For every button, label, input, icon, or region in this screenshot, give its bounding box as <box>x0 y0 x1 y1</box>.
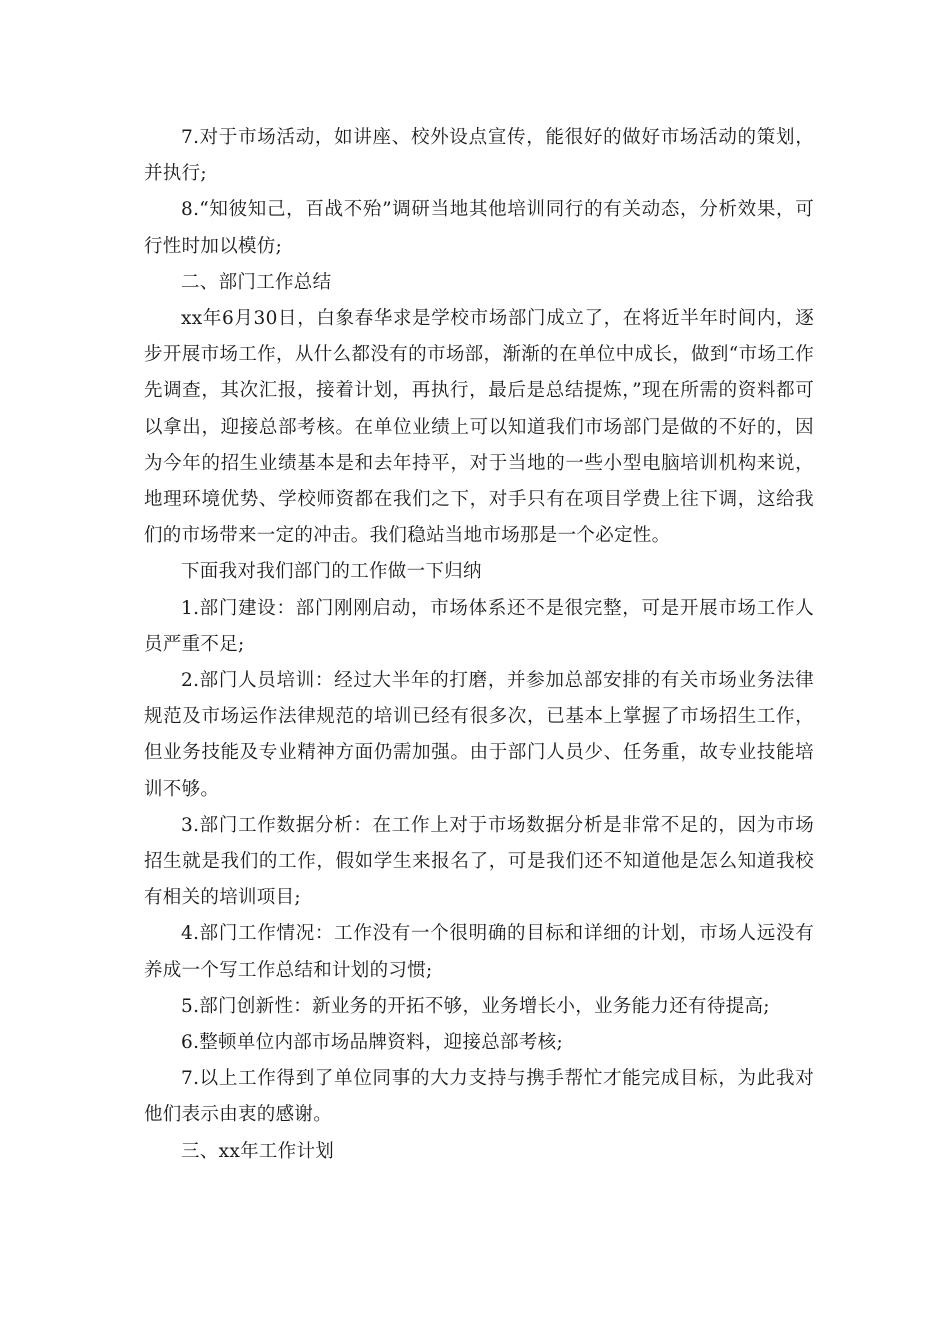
paragraph-summary-intro: 下面我对我们部门的工作做一下归纳 <box>181 561 482 583</box>
paragraph-department-overview: xx年6月30日，白象春华求是学校市场部门成立了，在将近半年时间内，逐步开展市场工作，从什么都没有的市场部，渐渐的在单位中成长，做到“市场工作先调查，其次汇报，接着计划，再执行，最后是总结提炼，”现在所需的资料都可以拿出，迎接总部考核。在单位业绩上可以知道我们市场部门是做的不好的，因为今年的招生业绩基本是和去年持平，对于当地的一些小型电脑培训机构来说，地理环境优势、学校师资都在我们之下，对手只有在项目学费上往下调，这给我们的市场带来一定的冲击。我们稳站当地市场那是一个必定性。 <box>144 308 814 547</box>
document-body <box>144 120 814 1170</box>
paragraph-item-2-staff-training: 2.部门人员培训：经过大半年的打磨，并参加总部安排的有关市场业务法律规范及市场运作法律规范的培训已经有很多次，已基本上掌握了市场招生工作，但业务技能及专业精神方面仍需加强。由于部门人员少、任务重，故专业技能培训不够。 <box>144 670 814 800</box>
paragraph-item-1-department-building: 1.部门建设：部门刚刚启动，市场体系还不是很完整，可是开展市场工作人员严重不足; <box>144 597 814 655</box>
paragraph-item-3-data-analysis: 3.部门工作数据分析：在工作上对于市场数据分析是非常不足的，因为市场招生就是我们的工作，假如学生来报名了，可是我们还不知道他是怎么知道我校有相关的培训项目; <box>144 814 814 909</box>
paragraph-item-5-innovation: 5.部门创新性：新业务的开拓不够，业务增长小，业务能力还有待提高; <box>181 995 770 1017</box>
paragraph-item-4-work-status: 4.部门工作情况：工作没有一个很明确的目标和详细的计划，市场人远没有养成一个写工作总结和计划的习惯; <box>144 923 814 981</box>
section-heading-work-plan: 三、xx年工作计划 <box>181 1140 335 1162</box>
paragraph-item-8-competitor-research: 8.“知彼知己，百战不殆”调研当地其他培训同行的有关动态，分析效果，可行性时加以模仿; <box>144 199 814 257</box>
paragraph-item-7-thanks: 7.以上工作得到了单位同事的大力支持与携手帮忙才能完成目标，为此我对他们表示由衷的感谢。 <box>144 1068 814 1126</box>
paragraph-item-7-marketing-activities: 7.对于市场活动，如讲座、校外设点宣传，能很好的做好市场活动的策划，并执行; <box>144 127 814 185</box>
section-heading-department-summary: 二、部门工作总结 <box>181 271 332 293</box>
paragraph-item-6-brand-materials: 6.整顿单位内部市场品牌资料，迎接总部考核; <box>181 1032 563 1054</box>
